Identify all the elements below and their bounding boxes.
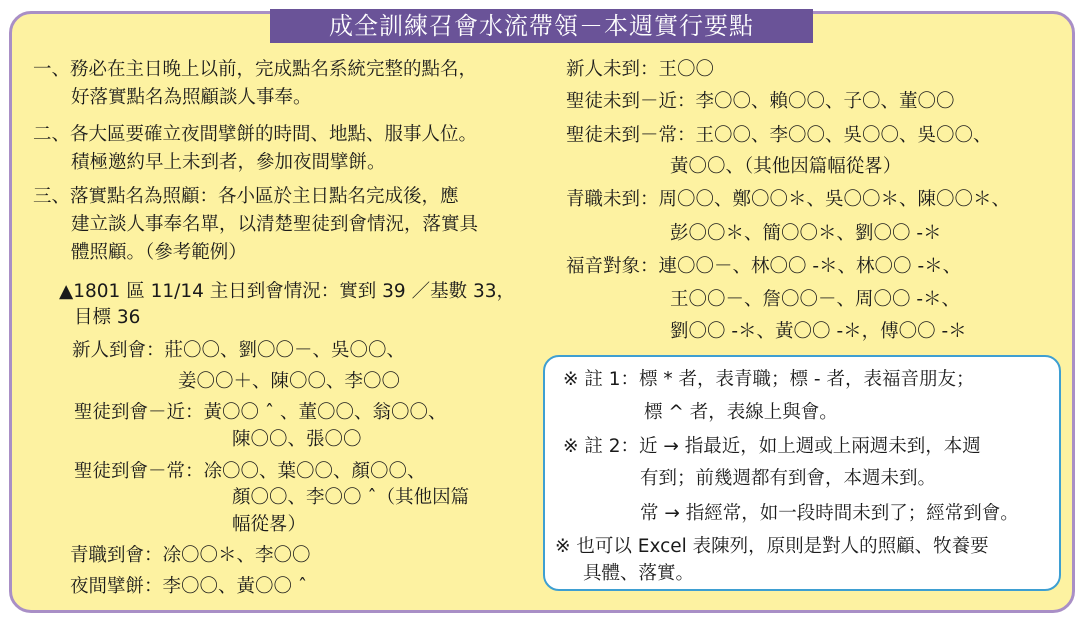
saints-recent-line-1: 聖徒到會－近：黃〇〇 ˆ 、董〇〇、翁〇〇、 <box>74 402 447 423</box>
note-1-line-1: ※ 註 1：標 * 者，表青職；標 - 者，表福音朋友； <box>563 369 975 390</box>
new-attendees-line-2: 姜〇〇＋、陳〇〇、李〇〇 <box>178 371 401 392</box>
point-2-line-1: 二、各大區要確立夜間擘餅的時間、地點、服事人位。 <box>33 124 478 145</box>
note-3-line-2: 具體、落實。 <box>583 563 695 584</box>
saints-regular-line-2: 顏〇〇、李〇〇 ˆ（其他因篇 <box>232 487 470 508</box>
saints-recent-line-2: 陳〇〇、張〇〇 <box>232 429 362 450</box>
young-working-absent-line-2: 彭〇〇＊、簡〇〇＊、劉〇〇 -＊ <box>670 223 942 244</box>
point-1-line-1: 一、務必在主日晚上以前，完成點名系統完整的點名， <box>33 59 478 80</box>
point-3-line-1: 三、落實點名為照顧：各小區於主日點名完成後，應 <box>33 186 459 207</box>
saints-regular-line-3: 幅從畧） <box>232 514 307 535</box>
note-3-line-1: ※ 也可以 Excel 表陳列，原則是對人的照顧、牧養要 <box>555 536 989 557</box>
note-2-line-1: ※ 註 2：近 → 指最近，如上週或上兩週未到，本週 <box>563 436 981 457</box>
saints-regular-line-1: 聖徒到會－常：凃〇〇、葉〇〇、顏〇〇、 <box>74 461 426 482</box>
saints-absent-recent: 聖徒未到－近：李〇〇、賴〇〇、子〇、董〇〇 <box>566 91 955 112</box>
young-working-absent-line-1: 青職未到：周〇〇、鄭〇〇＊、吳〇〇＊、陳〇〇＊、 <box>566 189 1011 210</box>
saints-absent-regular-line-2: 黃〇〇、（其他因篇幅從畧） <box>670 156 902 177</box>
note-2-line-3: 常 → 指經常，如一段時間未到了；經常到會。 <box>640 503 1019 524</box>
note-1-line-2: 標 ^ 者，表線上與會。 <box>644 402 838 423</box>
page-title: 成全訓練召會水流帶領－本週實行要點 <box>270 9 813 43</box>
gospel-targets-line-3: 劉〇〇 -＊、黃〇〇 -＊，傅〇〇 -＊ <box>670 321 967 342</box>
young-working-attended: 青職到會：凃〇〇＊、李〇〇 <box>70 545 311 566</box>
point-1-line-2: 好落實點名為照顧談人事奉。 <box>71 87 312 108</box>
gospel-targets-line-1: 福音對象：連〇〇－、林〇〇 -＊、林〇〇 -＊、 <box>566 256 962 277</box>
gospel-targets-line-2: 王〇〇－、詹〇〇－、周〇〇 -＊、 <box>670 289 961 310</box>
note-2-line-2: 有到；前幾週都有到會，本週未到。 <box>640 468 937 489</box>
point-3-line-3: 體照顧。（參考範例） <box>71 242 247 263</box>
point-3-line-2: 建立談人事奉名單，以清楚聖徒到會情況，落實具 <box>71 214 479 235</box>
saints-absent-regular-line-1: 聖徒未到－常：王〇〇、李〇〇、吳〇〇、吳〇〇、 <box>566 125 992 146</box>
new-attendees-line-1: 新人到會：莊〇〇、劉〇〇－、吳〇〇、 <box>72 340 406 361</box>
example-line-2: 目標 36 <box>74 307 141 328</box>
new-absent: 新人未到：王〇〇 <box>566 59 715 80</box>
example-line-1: ▲1801 區 11/14 主日到會情況：實到 39 ／基數 33， <box>59 281 515 302</box>
point-2-line-2: 積極邀約早上未到者，參加夜間擘餅。 <box>71 152 386 173</box>
evening-bread-breaking: 夜間擘餅：李〇〇、黃〇〇 ˆ <box>70 576 308 597</box>
